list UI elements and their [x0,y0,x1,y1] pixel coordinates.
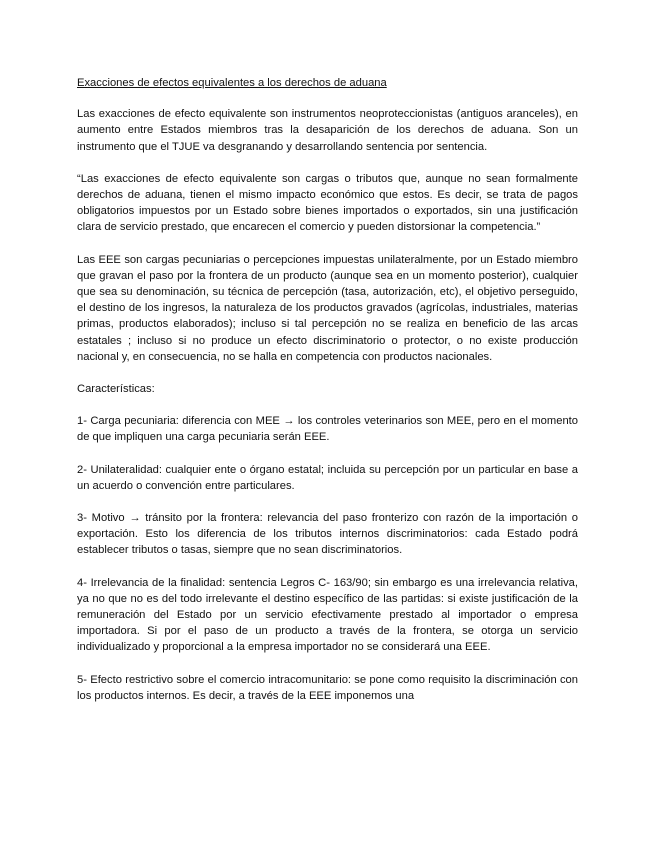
section-heading-caracteristicas: Características: [77,383,155,396]
list-item-irrelevancia: 4- Irrelevancia de la finalidad: sentencia Legros C- 163/90; sin embargo es una irrelevancia relativa, ya no que no es del todo irrelevante el destino específico de las partidas: si existe justificación de la remuneración del Estado por un servicio efectivamente prestado al importador o empresa importadora. Si por el paso de un producto a través de la frontera, se otorga un servicio individualizado y proporcional a la empresa importador no se considerará una EEE. [77,576,578,654]
list-item-motivo: 3- Motivo → tránsito por la frontera: relevancia del paso fronterizo con razón de la importación o exportación. Esto los diferencia de los tributos internos discriminatorios: cada Estado podrá establecer tributos o tasas, siempre que no sean discriminatorios. [77,512,578,557]
paragraph-intro: Las exacciones de efecto equivalente son instrumentos neoproteccionistas (antiguos aranceles), en aumento entre Estados miembros tras la desaparición de los derechos de aduana. Son un instrumento que el TJUE va desgranando y desarrollando sentencia por sentencia. [77,108,578,153]
paragraph-definition: Las EEE son cargas pecuniarias o percepciones impuestas unilateralmente, por un Estado miembro que gravan el paso por la frontera de un producto (aunque sea en un momento posterior), cualquier que sea su denominación, su técnica de percepción (tasa, autorización, etc), el objetivo perseguido, el destino de los ingresos, la naturaleza de los productos gravados (agrícolas, industriales, materias primas, productos elaborados); incluso si tal percepción no se realiza en beneficio de las arcas estatales ; incluso si no produce un efecto discriminatorio o protector, o no existe producción nacional y, en consecuencia, no se halla en competencia con productos nacionales. [77,253,578,363]
list-item-efecto-restrictivo: 5- Efecto restrictivo sobre el comercio intracomunitario: se pone como requisito la discriminación con los productos internos. Es decir, a través de la EEE imponemos una [77,673,578,702]
paragraph-quote: “Las exacciones de efecto equivalente son cargas o tributos que, aunque no sean formalmente derechos de aduana, tienen el mismo impacto económico que estos. Es decir, se trata de pagos obligatorios impuestos por un Estado sobre bienes importados o exportados, sin una justificación clara de servicio prestado, que encarecen el comercio y pueden distorsionar la competencia.” [77,172,578,234]
list-item-unilateralidad: 2- Unilateralidad: cualquier ente o órgano estatal; incluida su percepción por un particular en base a un acuerdo o convención entre particulares. [77,463,578,492]
document-title: Exacciones de efectos equivalentes a los derechos de aduana [77,77,387,89]
list-item-carga-pecuniaria: 1- Carga pecuniaria: diferencia con MEE → los controles veterinarios son MEE, pero en el momento de que impliquen una carga pecuniaria serán EEE. [77,415,578,444]
document-body [77,75,578,720]
